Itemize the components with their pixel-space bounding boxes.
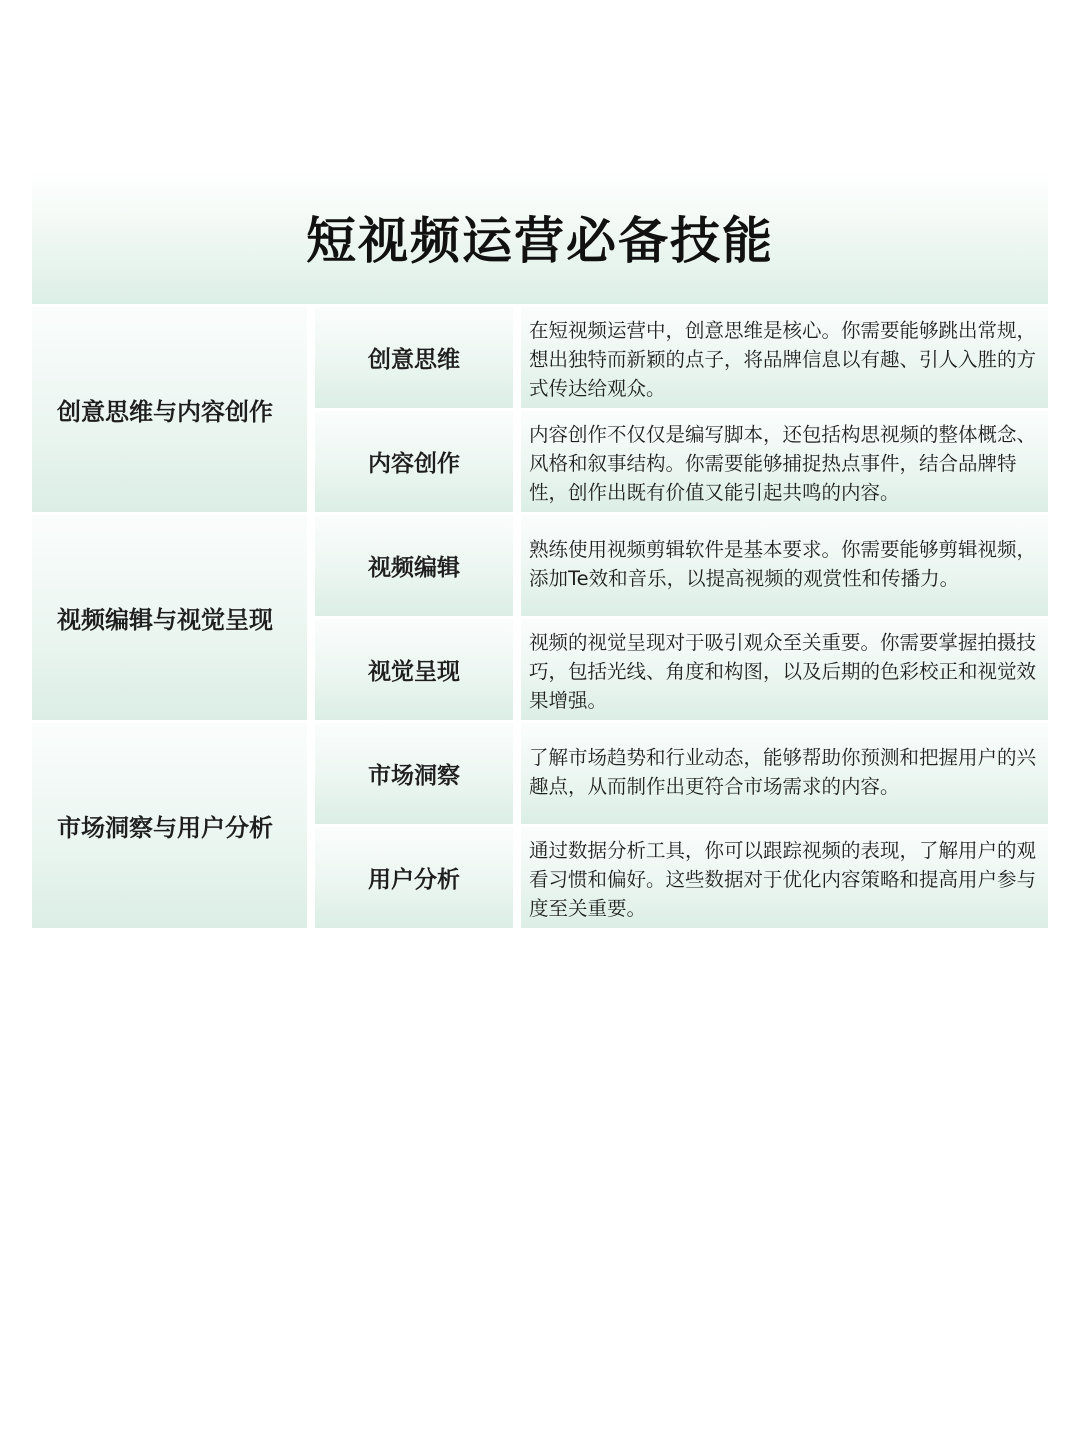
skills-table [32,307,1048,928]
skill-description-cell: 在短视频运营中，创意思维是核心。你需要能够跳出常规，想出独特而新颖的点子，将品牌信息以有趣、引人入胜的方式传达给观众。 [521,307,1048,408]
skill-name-cell: 用户分析 [315,827,513,928]
skill-description-cell: 通过数据分析工具，你可以跟踪视频的表现，了解用户的观看习惯和偏好。这些数据对于优化内容策略和提高用户参与度至关重要。 [521,827,1048,928]
skill-description-cell: 熟练使用视频剪辑软件是基本要求。你需要能够剪辑视频，添加Te效和音乐，以提高视频的观赏性和传播力。 [521,515,1048,616]
category-cell: 创意思维与内容创作 [32,307,307,512]
skill-name-cell: 视频编辑 [315,515,513,616]
skill-name-cell: 视觉呈现 [315,619,513,720]
skill-description-cell: 了解市场趋势和行业动态，能够帮助你预测和把握用户的兴趣点，从而制作出更符合市场需求的内容。 [521,723,1048,824]
page-title: 短视频运营必备技能 [306,212,774,270]
skill-description-cell: 内容创作不仅仅是编写脚本，还包括构思视频的整体概念、风格和叙事结构。你需要能够捕捉热点事件，结合品牌特性，创作出既有价值又能引起共鸣的内容。 [521,411,1048,512]
skill-description-cell: 视频的视觉呈现对于吸引观众至关重要。你需要掌握拍摄技巧，包括光线、角度和构图，以及后期的色彩校正和视觉效果增强。 [521,619,1048,720]
skill-name-cell: 创意思维 [315,307,513,408]
skill-name-cell: 市场洞察 [315,723,513,824]
title-bar [32,170,1048,304]
category-cell: 市场洞察与用户分析 [32,723,307,928]
category-cell: 视频编辑与视觉呈现 [32,515,307,720]
skill-name-cell: 内容创作 [315,411,513,512]
skills-sheet [32,170,1048,928]
